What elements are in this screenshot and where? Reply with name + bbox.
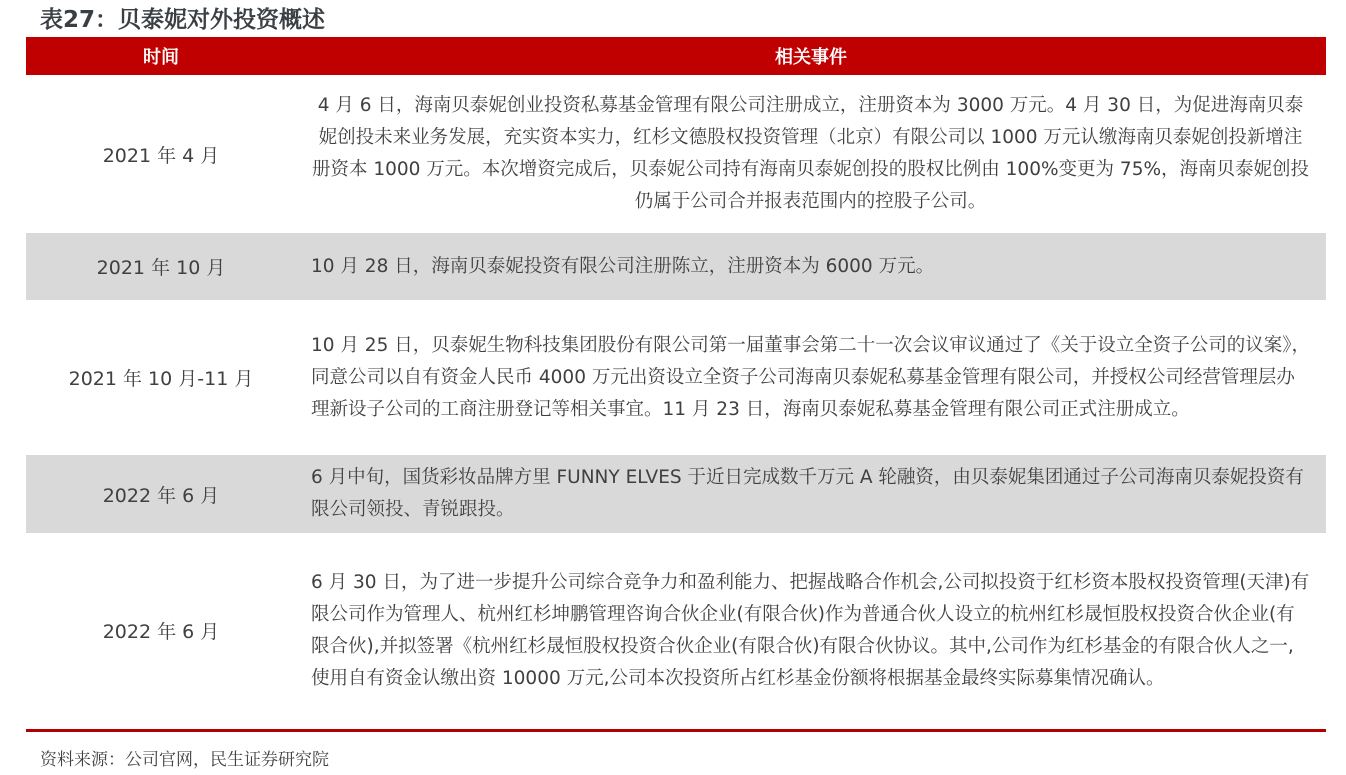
cell-event: 6 月中旬，国货彩妆品牌方里 FUNNY ELVES 于近日完成数千万元 A 轮融资，由贝泰妮集团通过子公司海南贝泰妮投资有限公司领投、青锐跟投。: [311, 467, 1304, 520]
table-row: [26, 75, 1326, 233]
header-time: 时间: [143, 47, 179, 68]
cell-event: 10 月 25 日，贝泰妮生物科技集团股份有限公司第一届董事会第二十一次会议审议通过了《关于设立全资子公司的议案》，同意公司以自有资金人民币 4000 万元出资设立全资子公司海南贝泰妮私募基金管理有限公司，并授权公司经营管理层办理新设子公司的工商注册登记等相关事宜。11 月 23 日，海南贝泰妮私募基金管理有限公司正式注册成立。: [311, 334, 1310, 420]
cell-event: 4 月 6 日，海南贝泰妮创业投资私募基金管理有限公司注册成立，注册资本为 3000 万元。4 月 30 日，为促进海南贝泰妮创投未来业务发展，充实资本实力，红杉文德股权投资管理（北京）有限公司以 1000 万元认缴海南贝泰妮创投新增注册资本 1000 万元。本次增资完成后，贝泰妮公司持有海南贝泰妮创投的股权比例由 100%变更为 75%，海南贝泰妮创投仍属于公司合并报表范围内的控股子公司。: [311, 95, 1310, 212]
table-row: [26, 233, 1326, 300]
investment-table: [26, 37, 1326, 728]
source-note: 资料来源：公司官网，民生证券研究院: [40, 750, 329, 770]
cell-time: 2021 年 4 月: [102, 144, 220, 167]
cell-time: 2021 年 10 月-11 月: [68, 368, 254, 390]
header-event: 相关事件: [775, 47, 847, 68]
table-title: 表27：贝泰妮对外投资概述: [40, 7, 326, 33]
cell-time: 2022 年 6 月: [102, 621, 220, 643]
table-row: [26, 455, 1326, 533]
table-bottom-rule: [26, 729, 1326, 732]
cell-time: 2022 年 6 月: [102, 484, 220, 507]
cell-event: 10 月 28 日，海南贝泰妮投资有限公司注册陈立，注册资本为 6000 万元。: [311, 255, 935, 277]
cell-time: 2021 年 10 月: [96, 257, 226, 279]
table-header: [26, 37, 1326, 75]
cell-event: 6 月 30 日，为了进一步提升公司综合竞争力和盈利能力、把握战略合作机会,公司拟投资于红杉资本股权投资管理(天津)有限公司作为管理人、杭州红杉坤鹏管理咨询合伙企业(有限合伙)作为普通合伙人设立的杭州红杉晟恒股权投资合伙企业(有限合伙),并拟签署《杭州红杉晟恒股权投资合伙企业(有限合伙)有限合伙协议。其中,公司作为红杉基金的有限合伙人之一,使用自有资金认缴出资 10000 万元,公司本次投资所占红杉基金份额将根据基金最终实际募集情况确认。: [311, 571, 1310, 689]
table-row: [26, 300, 1326, 455]
table-row: [26, 533, 1326, 728]
